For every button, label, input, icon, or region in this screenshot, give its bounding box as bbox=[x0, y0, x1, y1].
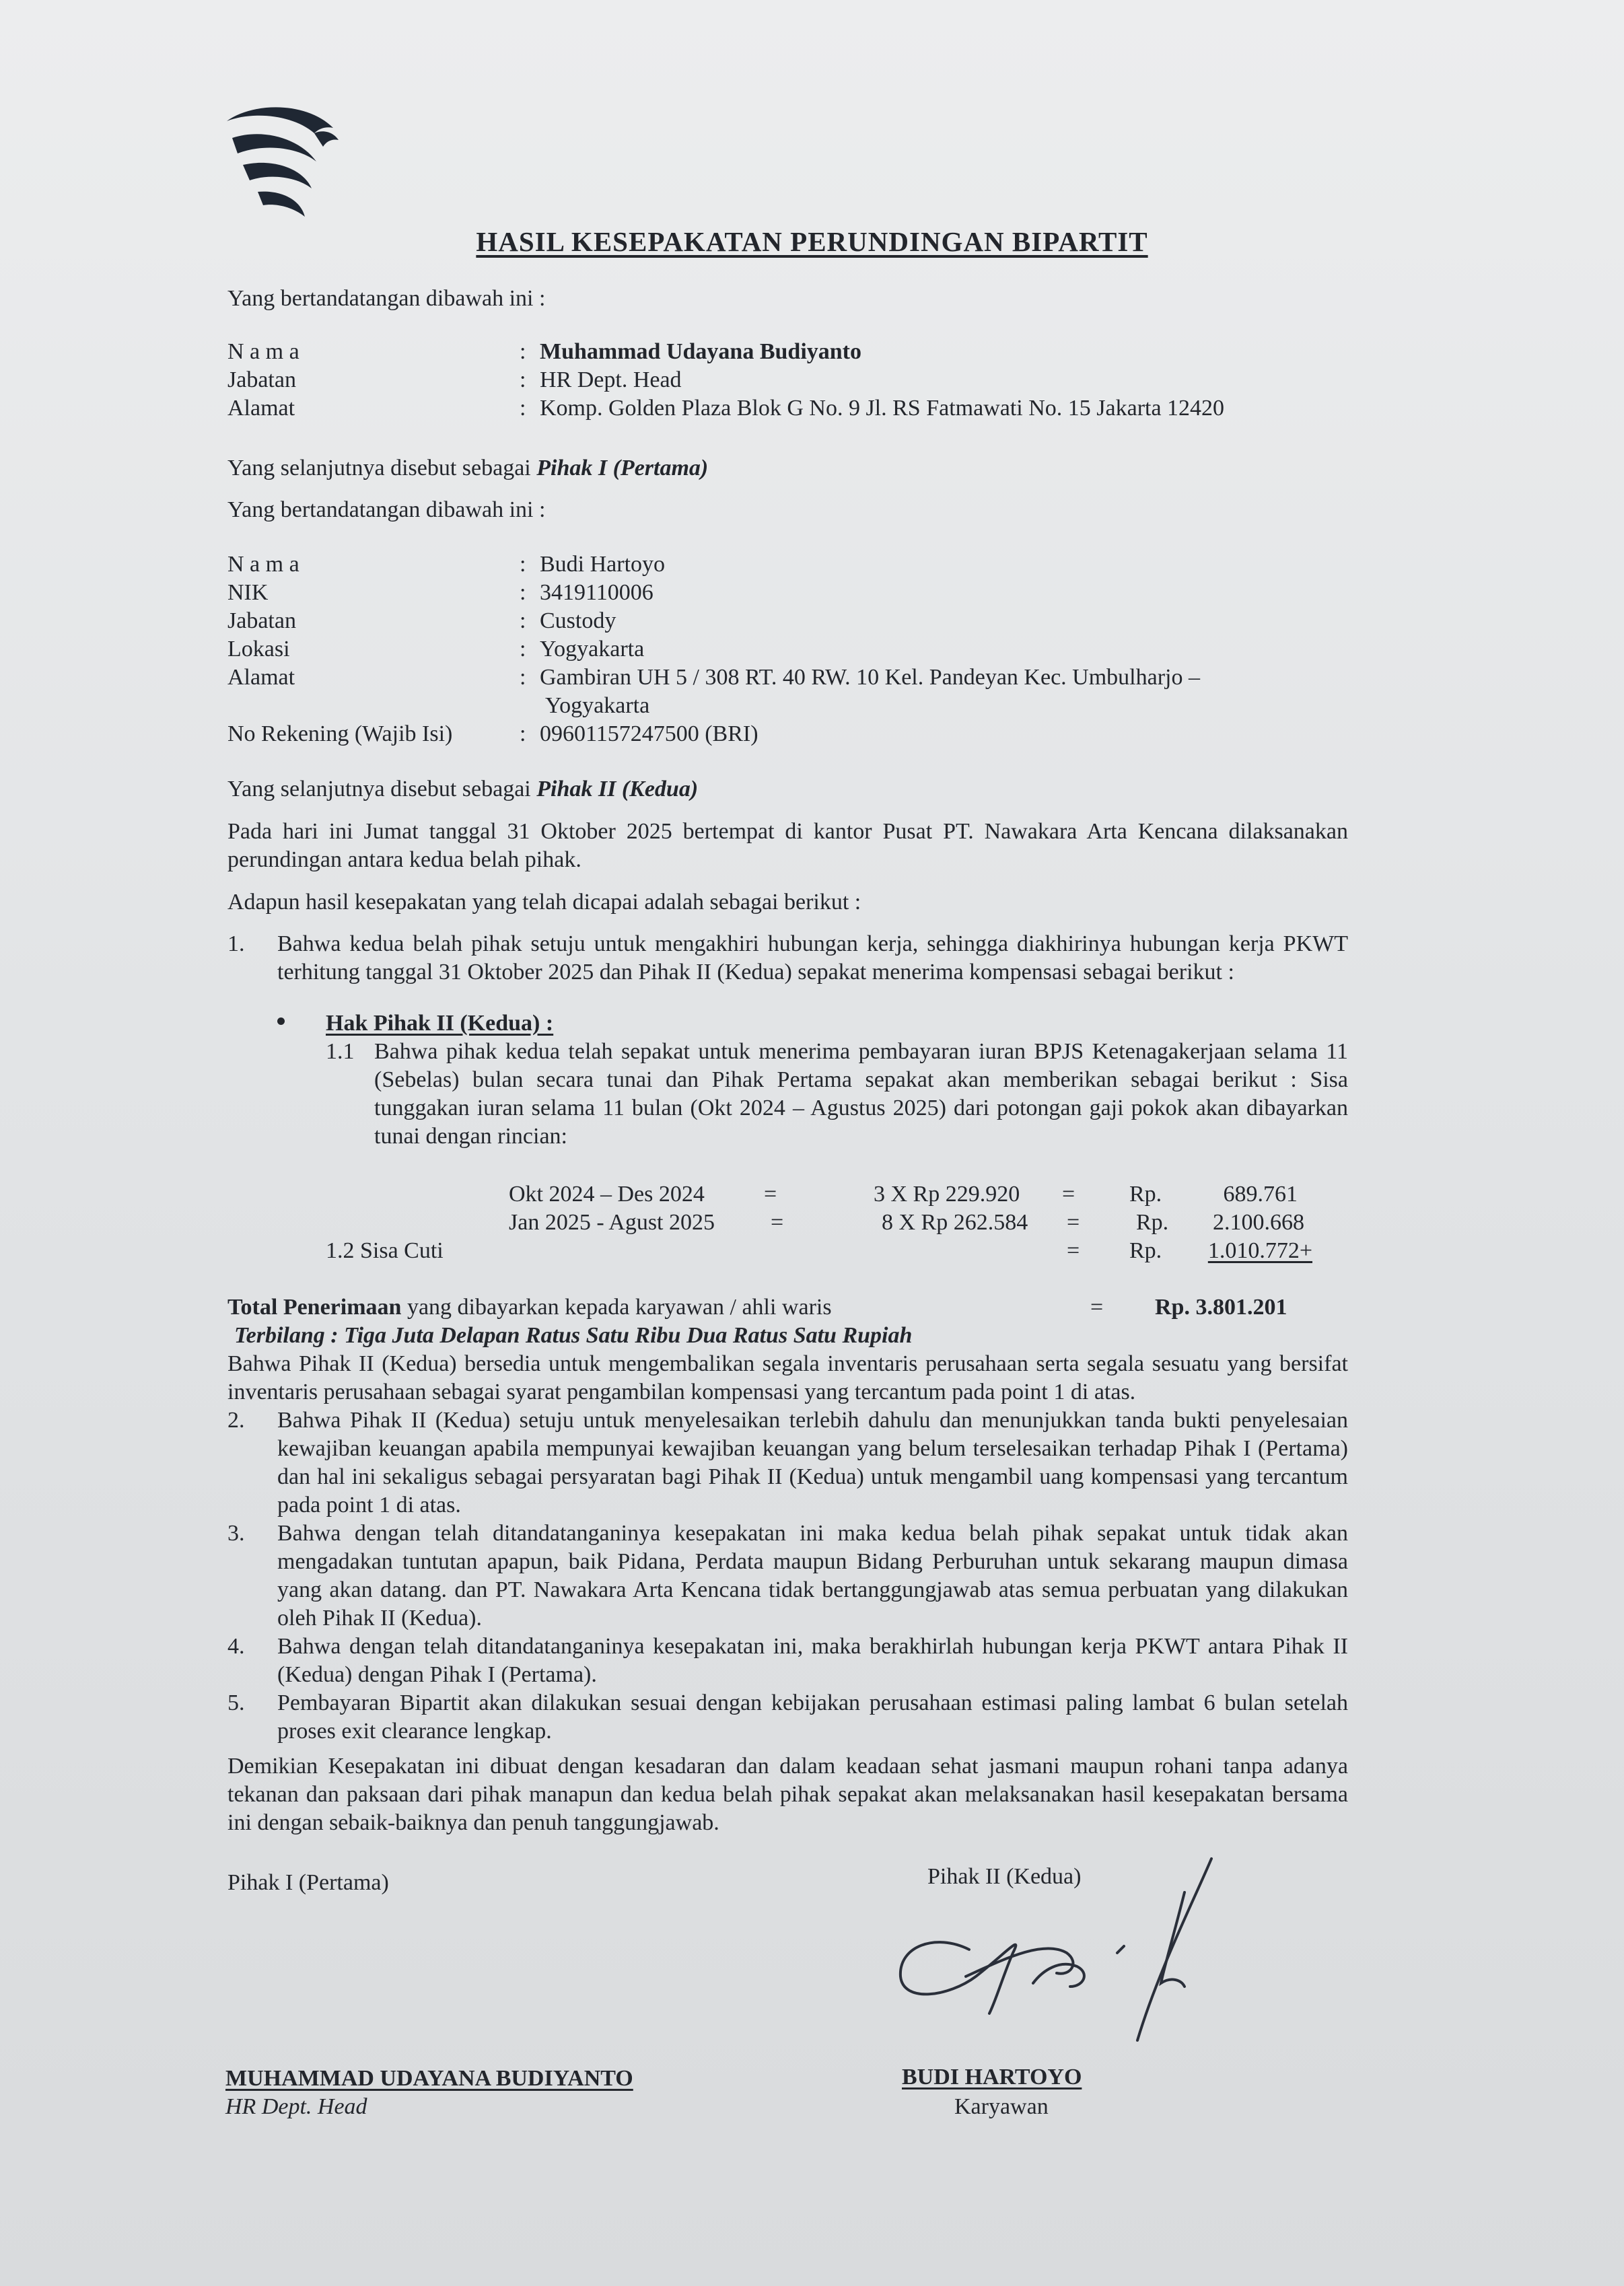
point2-text: Bahwa Pihak II (Kedua) setuju untuk menyelesaikan terlebih dahulu dan menunjukkan tanda bukti penyelesaian kewajiban keuangan apabila mempunyai kewajiban keuangan yang belum terselesaikan terhadap Pihak I (Pertama) dan hal ini sekaligus sebagai persyaratan bagi Pihak II (Kedua) untuk mengambil uang kompensasi yang tercantum pada point 1 di atas. bbox=[277, 1408, 1348, 1517]
payment-row-2-eq2: = bbox=[1067, 1210, 1080, 1235]
point1-number: 1. bbox=[227, 931, 245, 956]
party2-sign-title: Karyawan bbox=[954, 2094, 1049, 2119]
party2-label-location: Lokasi bbox=[227, 637, 290, 662]
payment-row-1-period: Okt 2024 – Des 2024 bbox=[509, 1182, 705, 1207]
party2-label-account: No Rekening (Wajib Isi) bbox=[227, 721, 453, 746]
party2-label-nik: NIK bbox=[227, 580, 269, 605]
point4-text: Bahwa dengan telah ditandatanganinya kesepakatan ini, maka berakhirlah hubungan kerja PKWT antara Pihak II (Kedua) dengan Pihak I (Pertama). bbox=[277, 1634, 1348, 1687]
payment-row-1-currency: Rp. bbox=[1129, 1182, 1162, 1207]
point1-text: Bahwa kedua belah pihak setuju untuk mengakhiri hubungan kerja, sehingga diakhirinya hubungan kerja PKWT terhitung tanggal 31 Oktober 2025 dan Pihak II (Kedua) sepakat menerima kompensasi sebagai berikut : bbox=[277, 931, 1348, 985]
payment-row-1-calc: 3 X Rp 229.920 bbox=[874, 1182, 1020, 1207]
point3-number: 3. bbox=[227, 1521, 245, 1546]
payment-row-1-eq2: = bbox=[1062, 1182, 1075, 1207]
party1-sign-label: Pihak I (Pertama) bbox=[227, 1870, 389, 1895]
party2-account: 09601157247500 (BRI) bbox=[540, 721, 758, 746]
party1-address: Komp. Golden Plaza Blok G No. 9 Jl. RS Fatmawati No. 15 Jakarta 12420 bbox=[540, 396, 1225, 421]
total-eq: = bbox=[1090, 1295, 1104, 1320]
point4-number: 4. bbox=[227, 1634, 245, 1659]
sub1-text: Bahwa pihak kedua telah sepakat untuk menerima pembayaran iuran BPJS Ketenagakerjaan selama 11 (Sebelas) bulan secara tunai dan Pihak Pertama sepakat akan memberikan sebagai berikut : Sisa tunggakan iuran selama 11 bulan (Okt 2024 – Agustus 2025) dari potongan gaji pokok akan dibayarkan tunai dengan rincian: bbox=[374, 1039, 1348, 1149]
party1-position: HR Dept. Head bbox=[540, 367, 682, 392]
party2-position: Custody bbox=[540, 608, 616, 633]
party2-location: Yogyakarta bbox=[540, 637, 645, 662]
payment-row-2-period: Jan 2025 - Agust 2025 bbox=[509, 1210, 715, 1235]
payment-row-2-amount: 2.100.668 bbox=[1213, 1210, 1304, 1235]
party1-name: Muhammad Udayana Budiyanto bbox=[540, 339, 862, 364]
payment-row-2-currency: Rp. bbox=[1136, 1210, 1169, 1235]
company-logo-icon bbox=[225, 101, 340, 222]
party1-label-address: Alamat bbox=[227, 396, 295, 421]
bullet-icon bbox=[277, 1017, 285, 1025]
total-label: Total Penerimaan yang dibayarkan kepada karyawan / ahli waris bbox=[227, 1295, 832, 1320]
party1-label-position: Jabatan bbox=[227, 367, 296, 392]
party2-designation-line: Yang selanjutnya disebut sebagai Pihak II (Kedua) bbox=[227, 777, 699, 801]
party1-sign-name: MUHAMMAD UDAYANA BUDIYANTO bbox=[225, 2066, 633, 2091]
party1-designation: Pihak I (Pertama) bbox=[536, 456, 709, 480]
signature-icon bbox=[888, 1852, 1238, 2054]
sub1-number: 1.1 bbox=[326, 1039, 355, 1064]
closing-paragraph: Demikian Kesepakatan ini dibuat dengan kesadaran dan dalam keadaan sehat jasmani maupun rohani tanpa adanya tekanan dan paksaan dari pihak manapun dan kedua belah pihak sepakat akan melaksanakan hasil kesepakatan bersama ini dengan sebaik-baiknya dan penuh tanggungjawab. bbox=[227, 1754, 1348, 1835]
rights-heading: Hak Pihak II (Kedua) : bbox=[326, 1011, 554, 1036]
party2-nik: 3419110006 bbox=[540, 580, 654, 605]
point5-text: Pembayaran Bipartit akan dilakukan sesuai dengan kebijakan perusahaan estimasi paling lambat 6 bulan setelah proses exit clearance lengkap. bbox=[277, 1690, 1348, 1744]
total-spelled: Terbilang : Tiga Juta Delapan Ratus Satu Ribu Dua Ratus Satu Rupiah bbox=[234, 1323, 913, 1348]
total-amount: Rp. 3.801.201 bbox=[1155, 1295, 1287, 1320]
sub2-label: 1.2 Sisa Cuti bbox=[326, 1238, 444, 1263]
party2-name: Budi Hartoyo bbox=[540, 552, 666, 577]
sub2-amount: 1.010.772+ bbox=[1207, 1238, 1312, 1263]
party1-designation-line: Yang selanjutnya disebut sebagai Pihak I (Pertama) bbox=[227, 456, 709, 480]
inventory-paragraph: Bahwa Pihak II (Kedua) bersedia untuk mengembalikan segala inventaris perusahaan serta segala sesuatu yang bersifat inventaris perusahaan sebagai syarat pengambilan kompensasi yang tercantum pada point 1 di atas. bbox=[227, 1351, 1348, 1404]
payment-row-1-amount: 689.761 bbox=[1223, 1182, 1298, 1207]
point2-number: 2. bbox=[227, 1408, 245, 1433]
point5-number: 5. bbox=[227, 1690, 245, 1715]
party1-label-name: N a m a bbox=[227, 339, 299, 364]
party2-label-position: Jabatan bbox=[227, 608, 296, 633]
payment-row-2-eq: = bbox=[771, 1210, 784, 1235]
party1-sign-title: HR Dept. Head bbox=[225, 2094, 367, 2119]
intro-text-2: Yang bertandatangan dibawah ini : bbox=[227, 497, 546, 522]
party2-sign-label: Pihak II (Kedua) bbox=[927, 1864, 1082, 1889]
sub2-eq: = bbox=[1067, 1238, 1080, 1263]
party2-address: Gambiran UH 5 / 308 RT. 40 RW. 10 Kel. Pandeyan Kec. Umbulharjo – bbox=[540, 665, 1200, 690]
payment-row-2-calc: 8 X Rp 262.584 bbox=[882, 1210, 1028, 1235]
intro-text-1: Yang bertandatangan dibawah ini : bbox=[227, 286, 546, 311]
document-title: HASIL KESEPAKATAN PERUNDINGAN BIPARTIT bbox=[476, 226, 1148, 257]
agreement-intro: Adapun hasil kesepakatan yang telah dicapai adalah sebagai berikut : bbox=[227, 890, 861, 915]
party2-designation: Pihak II (Kedua) bbox=[536, 777, 699, 801]
meeting-paragraph: Pada hari ini Jumat tanggal 31 Oktober 2025 bertempat di kantor Pusat PT. Nawakara Arta Kencana dilaksanakan perundingan antara kedua belah pihak. bbox=[227, 819, 1348, 872]
party2-address-continued: Yogyakarta bbox=[545, 693, 650, 718]
party2-label-name: N a m a bbox=[227, 552, 299, 577]
sub2-currency: Rp. bbox=[1129, 1238, 1162, 1263]
party2-label-address: Alamat bbox=[227, 665, 295, 690]
payment-row-1-eq: = bbox=[764, 1182, 777, 1207]
party2-sign-name: BUDI HARTOYO bbox=[902, 2065, 1082, 2089]
document-page: HASIL KESEPAKATAN PERUNDINGAN BIPARTIT Yang bertandatangan dibawah ini : N a m a : Muhammad Udayana Budiyanto Jabatan : HR Dept. Head Alamat : Komp. Golden Plaza Blok G No. 9 Jl. RS Fatmawati No. 15 Jakarta 12420 Yang selanjutnya disebut sebagai Pihak I (Pertama) Yang bertandatangan dibawah ini : N a m a : Budi Hartoyo NIK : 3419110006 Jabatan : Custody Lokasi : Yogyakarta Alamat : Gambiran UH 5 / 308 RT. 40 RW. 10 Kel. Pandeyan Kec. Umbulharjo – Yogyakarta No Rekening (Wajib Isi) : 09601157247500 (BRI) Yang selanjutnya disebut sebagai Pihak II (Kedua) Pada hari ini Jumat tanggal 31 Oktober 2025 bertempat di kantor Pusat PT. Nawakara Arta Kencana dilaksanakan perundingan antara kedua belah pihak. Adapun hasil kesepakatan yang telah dicapai adalah sebagai berikut : 1. Bahwa kedua belah pihak setuju untuk mengakhiri hubungan kerja, sehingga diakhirinya hubungan kerja PKWT terhitung tanggal 31 Oktober 2025 dan Pihak II (Kedua) sepakat menerima kompensasi sebagai berikut : Hak Pihak II (Kedua) : 1.1 Bahwa pihak kedua telah sepakat untuk menerima pembayaran iuran BPJS Ketenagakerjaan selama 11 (Sebelas) bulan secara tunai dan Pihak Pertama sepakat akan memberikan sebagai berikut : Sisa tunggakan iuran selama 11 bulan (Okt 2024 – Agustus 2025) dari potongan gaji pokok akan dibayarkan tunai dengan rincian: Okt 2024 – Des 2024 = 3 X Rp 229.920 = Rp. 689.761 Jan 2025 - Agust 2025 = 8 X Rp 262.584 = Rp. 2.100.668 1.2 Sisa Cuti = Rp. 1.010.772+ Total Penerimaan yang dibayarkan kepada karyawan / ahli waris = Rp. 3.801.201 Terbilang : Tiga Juta Delapan Ratus Satu Ribu Dua Ratus Satu Rupiah Bahwa Pihak II (Kedua) bersedia untuk mengembalikan segala inventaris perusahaan serta segala sesuatu yang bersifat inventaris perusahaan sebagai syarat pengambilan kompensasi yang tercantum pada point 1 di atas. 2. Bahwa Pihak II (Kedua) setuju untuk menyelesaikan terlebih dahulu dan menunjukkan tanda bukti penyelesaian kewajiban keuangan apabila mempunyai kewajiban keuangan yang belum terselesaikan terhadap Pihak I (Pertama) dan hal ini sekaligus sebagai persyaratan bagi Pihak II (Kedua) untuk mengambil uang kompensasi yang tercantum pada point 1 di atas. 3. Bahwa dengan telah ditandatanganinya kesepakatan ini maka kedua belah pihak sepakat untuk tidak akan mengadakan tuntutan apapun, baik Pidana, Perdata maupun Bidang Perburuhan untuk sekarang maupun dimasa yang akan datang. dan PT. Nawakara Arta Kencana tidak bertanggungjawab atas semua perbuatan yang dilakukan oleh Pihak II (Kedua). 4. Bahwa dengan telah ditandatanganinya kesepakatan ini, maka berakhirlah hubungan kerja PKWT antara Pihak II (Kedua) dengan Pihak I (Pertama). 5. Pembayaran Bipartit akan dilakukan sesuai dengan kebijakan perusahaan estimasi paling lambat 6 bulan setelah proses exit clearance lengkap. Demikian Kesepakatan ini dibuat dengan kesadaran dan dalam keadaan sehat jasmani maupun rohani tanpa adanya tekanan dan paksaan dari pihak manapun dan kedua belah pihak sepakat akan melaksanakan hasil kesepakatan bersama ini dengan sebaik-baiknya dan penuh tanggungjawab. Pihak I (Pertama) Pihak II (Kedua) MUHAMMAD UDAYANA BUDIYANTO HR Dept. Head BUDI HARTOYO Karyawan bbox=[0, 0, 1624, 2286]
point3-text: Bahwa dengan telah ditandatanganinya kesepakatan ini maka kedua belah pihak sepakat untuk tidak akan mengadakan tuntutan apapun, baik Pidana, Perdata maupun Bidang Perburuhan untuk sekarang maupun dimasa yang akan datang. dan PT. Nawakara Arta Kencana tidak bertanggungjawab atas semua perbuatan yang dilakukan oleh Pihak II (Kedua). bbox=[277, 1521, 1348, 1631]
